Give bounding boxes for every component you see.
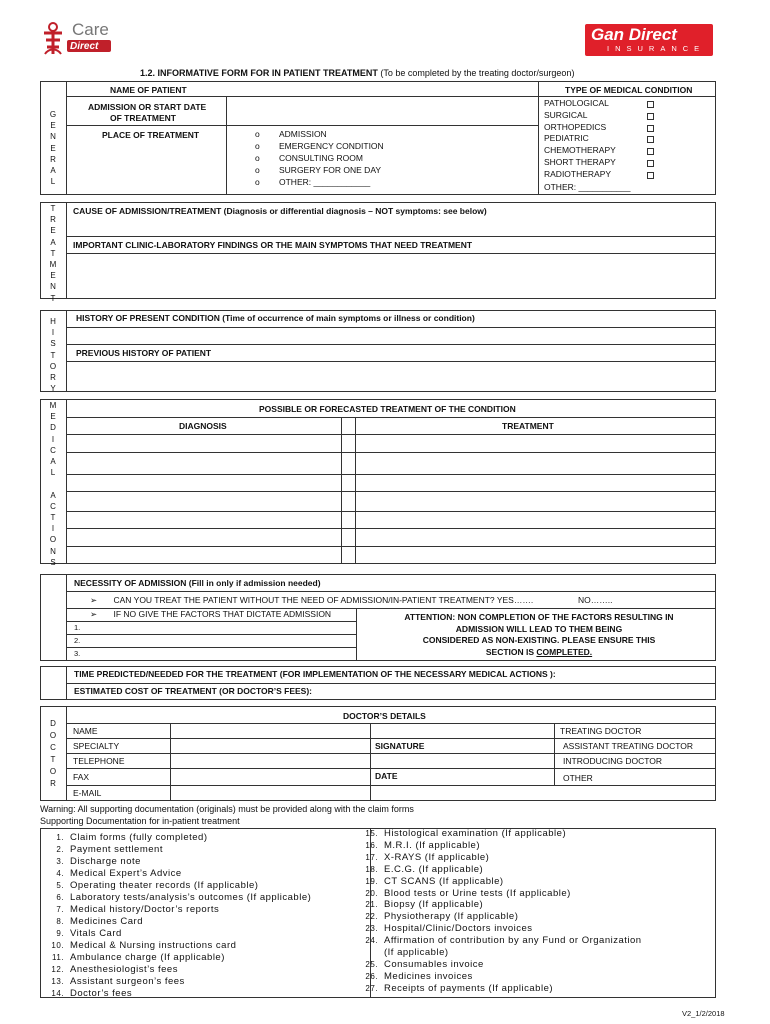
side-letter: I [51, 524, 55, 534]
supporting-doc-text: Doctor’s fees [70, 988, 133, 999]
supporting-doc-text: Biopsy (If applicable) [384, 899, 484, 911]
supporting-doc-number: 11. [51, 953, 64, 962]
side-letter: M [49, 401, 57, 410]
supporting-doc-item [40, 964, 311, 976]
history-present-input[interactable] [67, 328, 715, 343]
supporting-doc-text: Physiotherapy (If applicable) [384, 911, 519, 923]
necessity-question-1: ➢ CAN YOU TREAT THE PATIENT WITHOUT THE NEED OF ADMISSION/IN-PATIENT TREATMENT? YES……. NO…….. [90, 595, 613, 605]
side-letter: T [50, 248, 56, 258]
checkbox-icon[interactable] [647, 160, 654, 167]
name-of-patient-label: NAME OF PATIENT [110, 85, 187, 95]
supporting-doc-item [354, 876, 642, 888]
supporting-doc-item [40, 832, 311, 844]
side-letter: N [50, 546, 56, 556]
care-direct-logo [40, 18, 114, 58]
supporting-doc-number: 24. [365, 936, 378, 946]
supporting-doc-text: Medicines invoices [384, 970, 473, 982]
checkbox-icon[interactable] [647, 125, 654, 132]
side-letter: O [49, 767, 57, 776]
role-treating-doctor[interactable]: TREATING DOCTOR [560, 726, 642, 736]
treatment-side-label [47, 203, 59, 304]
supporting-doc-number [354, 947, 378, 959]
supporting-doc-number: 10. [51, 941, 64, 950]
checkbox-icon[interactable] [647, 101, 654, 108]
side-letter: C [50, 743, 56, 752]
side-letter: S [50, 339, 56, 349]
side-letter: T [50, 350, 56, 360]
supporting-doc-number: 1. [56, 833, 64, 842]
supporting-doc-number: 8. [56, 917, 64, 926]
doctor-name-label: NAME [73, 726, 98, 736]
supporting-doc-item [354, 923, 642, 935]
medical-condition-type[interactable] [544, 110, 656, 122]
side-letter: I [51, 434, 55, 444]
supporting-doc-number: 22. [365, 912, 378, 922]
signature-label: SIGNATURE [375, 741, 425, 751]
side-letter: M [49, 260, 57, 270]
cause-input[interactable] [67, 219, 715, 235]
general-side-label [47, 109, 59, 187]
place-option-label: SURGERY FOR ONE DAY [279, 165, 382, 175]
medical-condition-type[interactable] [544, 157, 656, 169]
time-predicted-label: TIME PREDICTED/NEEDED FOR THE TREATMENT (FOR IMPLEMENTATION OF THE NECESSARY MEDICAL ACTIONS ): [74, 669, 556, 679]
warning-text: Warning: All supporting documentation (originals) must be provided along with the claim forms [40, 804, 414, 814]
side-letter: T [50, 293, 56, 303]
supporting-doc-item [40, 976, 311, 988]
supporting-doc-text: Receipts of payments (If applicable) [384, 982, 554, 994]
place-of-treatment-label: PLACE OF TREATMENT [102, 130, 200, 140]
doctor-email-label: E-MAIL [73, 788, 102, 798]
side-letter: A [50, 490, 56, 500]
side-letter: T [50, 755, 56, 764]
supporting-doc-item [40, 928, 311, 940]
side-letter: G [49, 110, 57, 119]
bullet-icon: o [255, 165, 260, 175]
side-letter: E [50, 271, 56, 281]
history-side-label [47, 316, 59, 394]
side-letter: E [50, 226, 56, 236]
side-letter: R [50, 154, 56, 164]
supporting-doc-text: Discharge note [70, 856, 141, 867]
doctor-telephone-label: TELEPHONE [73, 756, 125, 766]
side-letter: E [50, 121, 56, 131]
side-letter: S [50, 557, 56, 567]
supporting-doc-item [354, 971, 642, 983]
necessity-header: NECESSITY OF ADMISSION (Fill in only if admission needed) [74, 578, 321, 588]
supporting-doc-text: CT SCANS (If applicable) [384, 875, 504, 887]
supporting-docs-right [354, 828, 642, 995]
supporting-doc-item [354, 935, 642, 947]
supporting-doc-number: 15. [365, 829, 378, 838]
place-option[interactable] [255, 140, 384, 152]
supporting-doc-text: Ambulance charge (If applicable) [70, 952, 225, 963]
estimated-cost-label: ESTIMATED COST OF TREATMENT (OR DOCTOR’S FEES): [74, 686, 312, 696]
doctor-side-label [47, 718, 59, 790]
supporting-doc-text: Medicines Card [70, 916, 143, 927]
gan-direct-logo-text: Gan Direct [591, 25, 677, 44]
role-introducing-doctor[interactable]: INTRODUCING DOCTOR [563, 756, 663, 766]
medical-condition-type[interactable] [544, 122, 656, 134]
supporting-doc-item [354, 959, 642, 971]
version-label: V2_1/2/2018 [682, 1009, 725, 1018]
supporting-doc-item [354, 947, 642, 959]
supporting-doc-item [40, 952, 311, 964]
side-letter: C [50, 501, 56, 511]
supporting-doc-number: 18. [365, 864, 378, 874]
side-letter: O [49, 361, 57, 371]
side-letter: O [49, 535, 57, 545]
medical-condition-types [544, 98, 656, 193]
checkbox-icon[interactable] [647, 113, 654, 120]
side-letter: A [50, 166, 56, 176]
side-letter: E [50, 412, 56, 422]
arrow-icon: ➢ [90, 609, 98, 619]
supporting-doc-item [40, 880, 311, 892]
supporting-docs-title: Supporting Documentation for in-patient treatment [40, 816, 240, 826]
supporting-doc-number: 2. [56, 845, 64, 854]
cause-of-admission-label: CAUSE OF ADMISSION/TREATMENT (Diagnosis or differential diagnosis – NOT symptoms: see below) [73, 206, 487, 216]
supporting-doc-number: 23. [365, 924, 378, 934]
bullet-icon: o [255, 177, 260, 187]
medical-condition-type[interactable] [544, 145, 656, 157]
checkbox-icon[interactable] [647, 172, 654, 179]
role-other[interactable]: OTHER [563, 773, 593, 783]
doctors-details-header: DOCTOR’S DETAILS [343, 711, 426, 721]
supporting-doc-text: Medical Expert’s Advice [70, 868, 182, 879]
bullet-icon: o [255, 153, 260, 163]
side-letter: I [51, 328, 55, 338]
supporting-doc-text: Laboratory tests/analysis’s outcomes (If applicable) [70, 892, 312, 903]
attention-note: ATTENTION: NON COMPLETION OF THE FACTORS RESULTING IN ADMISSION WILL LEAD TO THEM BEING CONSIDERED AS NON-EXISTING. PLEASE ENSURE THIS SECTION IS COMPLETED. [404, 612, 674, 657]
medical-actions-side-label [47, 400, 59, 568]
supporting-doc-text: M.R.I. (If applicable) [384, 839, 480, 851]
supporting-doc-number: 12. [51, 965, 64, 974]
side-letter: O [49, 731, 57, 740]
supporting-doc-item [354, 852, 642, 864]
doctor-specialty-label: SPECIALTY [73, 741, 120, 751]
medical-condition-type-label: CHEMOTHERAPY [544, 145, 616, 156]
direct-logo-text: Direct [70, 41, 99, 52]
supporting-doc-number: 3. [56, 857, 64, 866]
supporting-doc-text: Blood tests or Urine tests (If applicable) [384, 887, 571, 899]
supporting-doc-item [40, 856, 311, 868]
side-letter: H [50, 317, 56, 326]
place-option[interactable] [255, 176, 384, 188]
side-letter: C [50, 445, 56, 455]
supporting-doc-number: 17. [365, 852, 378, 862]
supporting-doc-text: Medical history/Doctor’s reports [70, 904, 220, 915]
medical-actions-section [40, 399, 716, 564]
supporting-doc-number: 27. [365, 983, 378, 993]
supporting-doc-item [40, 904, 311, 916]
type-of-medical-condition-label: TYPE OF MEDICAL CONDITION [565, 85, 693, 95]
supporting-doc-item [40, 844, 311, 856]
checkbox-icon[interactable] [647, 148, 654, 155]
medical-condition-type-label: SURGICAL [544, 109, 588, 120]
supporting-doc-number: 19. [365, 876, 378, 886]
supporting-doc-text: E.C.G. (If applicable) [384, 863, 484, 875]
form-title [140, 68, 574, 79]
supporting-doc-text: Affirmation of contribution by any Fund or Organization [384, 935, 642, 947]
supporting-doc-number: 26. [365, 971, 378, 981]
diagnosis-column-header: DIAGNOSIS [179, 421, 227, 431]
necessity-question-2: ➢ IF NO GIVE THE FACTORS THAT DICTATE ADMISSION [90, 609, 332, 619]
medical-condition-type[interactable] [544, 133, 656, 145]
supporting-doc-item [354, 983, 642, 995]
medical-condition-type-label: PEDIATRIC [544, 133, 589, 144]
medical-condition-type-label: PATHOLOGICAL [544, 98, 609, 108]
place-option-label: ADMISSION [279, 129, 327, 139]
supporting-doc-text: Histological examination (If applicable) [384, 828, 567, 839]
form-title-note: (To be completed by the treating doctor/surgeon) [377, 68, 575, 78]
supporting-doc-item [354, 864, 642, 876]
supporting-doc-number: 25. [365, 959, 378, 969]
admission-date-label: ADMISSION OR START DATE OF TREATMENT [88, 102, 207, 123]
bullet-icon: o [255, 129, 260, 139]
type-other-field[interactable]: OTHER: ___________ [544, 181, 631, 192]
supporting-doc-item [354, 899, 642, 911]
doctor-fax-label: FAX [73, 772, 90, 782]
medical-condition-type-label: ORTHOPEDICS [544, 121, 607, 132]
place-options [255, 128, 384, 188]
side-letter: Y [50, 384, 56, 394]
history-present-label: HISTORY OF PRESENT CONDITION (Time of occurrence of main symptoms or illness or condition) [76, 313, 475, 323]
supporting-doc-number: 14. [51, 989, 64, 998]
factor-2[interactable]: 2. [74, 636, 81, 645]
side-letter: R [50, 779, 56, 788]
supporting-doc-item [354, 911, 642, 923]
place-option[interactable] [255, 152, 384, 164]
clinic-findings-label: IMPORTANT CLINIC-LABORATORY FINDINGS OR THE MAIN SYMPTOMS THAT NEED TREATMENT [73, 240, 473, 250]
place-option-label: OTHER: ____________ [279, 177, 371, 187]
side-letter: T [50, 513, 56, 523]
treatment-column-header: TREATMENT [502, 421, 554, 431]
supporting-docs-left [40, 832, 311, 1000]
side-letter: R [50, 215, 56, 225]
supporting-doc-number: 6. [56, 893, 64, 902]
supporting-doc-item [354, 828, 642, 840]
side-letter: R [50, 373, 56, 383]
supporting-doc-text: Consumables invoice [384, 958, 484, 970]
side-letter: T [50, 204, 56, 213]
supporting-doc-text: Medical & Nursing instructions card [70, 940, 237, 951]
gan-direct-logo [585, 24, 713, 56]
no-option[interactable]: NO…….. [578, 595, 613, 605]
medical-condition-type-label: SHORT THERAPY [544, 156, 616, 167]
insurance-logo-text: INSURANCE [607, 44, 706, 53]
side-letter: N [50, 132, 56, 142]
possible-treatment-label: POSSIBLE OR FORECASTED TREATMENT OF THE CONDITION [259, 404, 516, 414]
supporting-doc-number: 7. [56, 905, 64, 914]
side-letter: L [50, 177, 56, 187]
supporting-doc-number: 21. [365, 900, 378, 910]
supporting-doc-text: Assistant surgeon’s fees [70, 976, 185, 987]
supporting-doc-number: 13. [51, 977, 64, 986]
place-option-label: EMERGENCY CONDITION [279, 141, 384, 151]
supporting-doc-text: Hospital/Clinic/Doctors invoices [384, 923, 533, 935]
side-letter [47, 478, 59, 489]
factor-1[interactable]: 1. [74, 623, 81, 632]
supporting-doc-text: Vitals Card [70, 928, 122, 939]
supporting-doc-number: 5. [56, 881, 64, 890]
side-letter: E [50, 143, 56, 153]
supporting-doc-text: X-RAYS (If applicable) [384, 851, 490, 863]
place-option[interactable] [255, 128, 384, 140]
supporting-doc-item [40, 868, 311, 880]
factor-3[interactable]: 3. [74, 649, 81, 658]
medical-condition-type-label: RADIOTHERAPY [544, 168, 612, 179]
bullet-icon: o [255, 141, 260, 151]
supporting-doc-number: 16. [365, 840, 378, 850]
form-title-bold: 1.2. INFORMATIVE FORM FOR IN PATIENT TREATMENT [140, 68, 378, 78]
checkbox-icon[interactable] [647, 136, 654, 143]
supporting-doc-text: Anesthesiologist’s fees [70, 964, 178, 975]
supporting-doc-number: 4. [56, 869, 64, 878]
place-option[interactable] [255, 164, 384, 176]
medical-condition-type[interactable] [544, 98, 656, 110]
findings-input[interactable] [67, 254, 715, 298]
previous-history-label: PREVIOUS HISTORY OF PATIENT [76, 348, 212, 358]
role-assistant-treating-doctor[interactable]: ASSISTANT TREATING DOCTOR [563, 741, 694, 751]
supporting-doc-text: (If applicable) [384, 947, 449, 959]
side-letter: L [50, 468, 56, 478]
supporting-doc-text: Operating theater records (If applicable) [70, 880, 259, 891]
care-logo-text: Care [72, 20, 109, 39]
side-letter: D [50, 423, 56, 433]
side-letter: N [50, 282, 56, 292]
side-letter: A [50, 237, 56, 247]
medical-condition-type[interactable] [544, 169, 656, 181]
side-letter: D [50, 719, 56, 728]
supporting-doc-number: 9. [56, 929, 64, 938]
previous-history-input[interactable] [67, 362, 715, 391]
place-option-label: CONSULTING ROOM [279, 153, 363, 163]
date-label: DATE [375, 771, 398, 781]
supporting-doc-text: Claim forms (fully completed) [70, 832, 208, 843]
supporting-doc-item [40, 940, 311, 952]
supporting-doc-item [40, 892, 311, 904]
supporting-doc-item [40, 988, 311, 1000]
supporting-doc-text: Payment settlement [70, 844, 163, 855]
supporting-doc-number: 20. [365, 888, 378, 898]
supporting-doc-item [40, 916, 311, 928]
arrow-icon: ➢ [90, 595, 98, 605]
supporting-doc-item [354, 840, 642, 852]
supporting-doc-item [354, 888, 642, 900]
side-letter: A [50, 457, 56, 467]
